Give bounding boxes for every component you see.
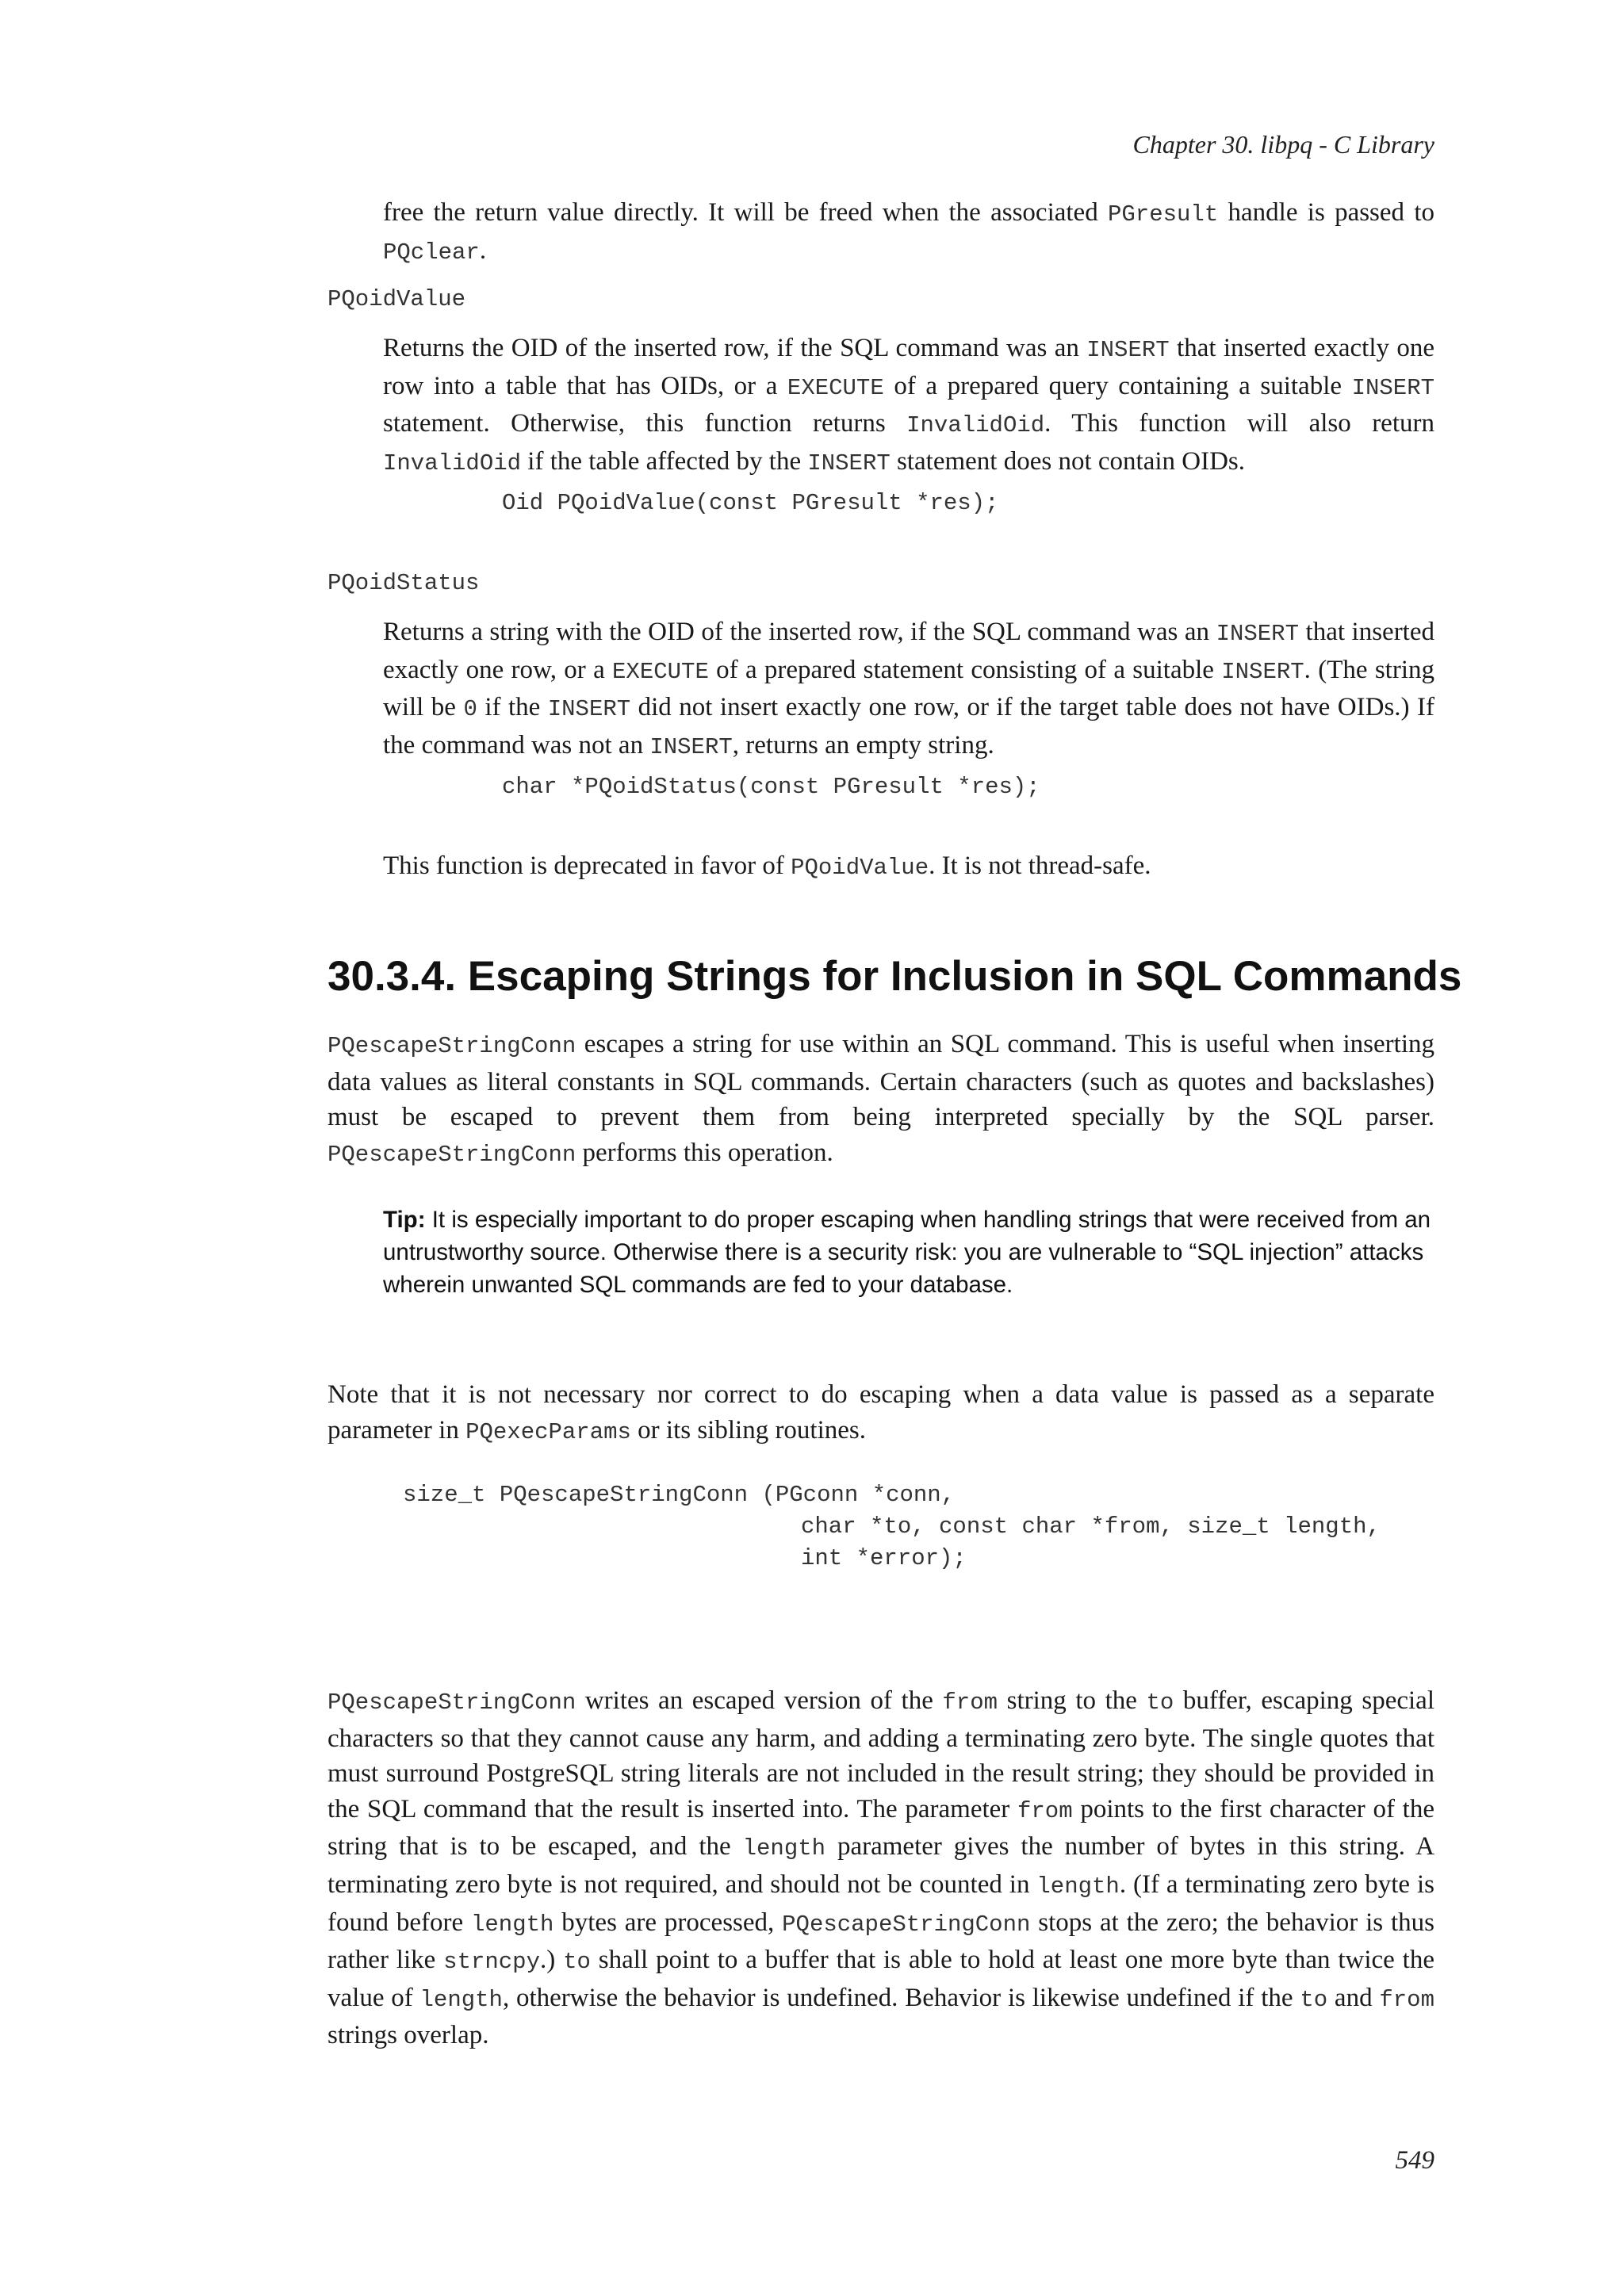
pqoidstatus-description (383, 614, 1434, 765)
text-run: Note that it is not necessary nor correct to do escaping when a data value is passed as a separate parameter in (327, 1380, 1434, 1445)
details-paragraph (327, 1683, 1434, 2053)
page-number: 549 (1395, 2146, 1434, 2175)
code-insert: INSERT (1221, 658, 1304, 685)
text-run: string to the (998, 1686, 1147, 1715)
code-insert: INSERT (547, 696, 631, 723)
text-run: and (1327, 1983, 1380, 2012)
code-insert: INSERT (1216, 621, 1299, 647)
code-strncpy: strncpy (443, 1949, 540, 1976)
text-run: of a prepared query containing a suitable (883, 371, 1352, 400)
code-pqescapestringconn: PQescapeStringConn (327, 1689, 576, 1716)
section-intro-paragraph (327, 1027, 1434, 1173)
text-run: .) (540, 1946, 564, 1975)
tip-box (383, 1203, 1434, 1301)
code-execute: EXECUTE (787, 374, 884, 401)
text-run: , otherwise the behavior is undefined. Behavior is likewise undefined if the (502, 1983, 1300, 2012)
code-pqexecparams: PQexecParams (465, 1418, 631, 1445)
text-run: of a prepared statement consisting of a suitable (708, 655, 1222, 684)
text-run: writes an escaped version of the (576, 1686, 943, 1715)
code-from: from (1017, 1797, 1073, 1824)
code-to: to (1300, 1986, 1328, 2013)
pqoidvalue-synopsis: Oid PQoidValue(const PGresult *res); (502, 490, 999, 516)
text-run: strings overlap. (327, 2021, 489, 2050)
text-run: parameter gives the number of bytes in this string. A terminating zero byte is not required, and should not be counted in (327, 1832, 1434, 1899)
text-run: escapes a string for use within an SQL command. This is useful when inserting data values as literal constants in SQL commands. Certain characters (such as quotes and backslashes) must be escaped to prevent them from being interpreted specially by the SQL parser. (327, 1030, 1434, 1132)
code-length: length (1036, 1873, 1120, 1900)
code-pqoidvalue: PQoidValue (791, 855, 929, 881)
code-insert: INSERT (807, 450, 891, 476)
text-run: . (479, 235, 487, 265)
code-pqescapestringconn: PQescapeStringConn (327, 1033, 576, 1059)
pqoidvalue-description (383, 331, 1434, 481)
code-insert: INSERT (1086, 337, 1170, 363)
text-run: stops at the zero; the behavior is thus rather like (327, 1908, 1434, 1975)
text-run: , returns an empty string. (732, 730, 994, 760)
code-to: to (1146, 1689, 1174, 1716)
text-run: handle is passed to (1218, 198, 1434, 227)
text-run: . It is not thread-safe. (929, 851, 1151, 880)
text-run: bytes are processed, (553, 1908, 783, 1937)
synopsis-line-3: int *error); (801, 1545, 967, 1571)
code-zero: 0 (463, 696, 477, 723)
code-to: to (563, 1949, 591, 1976)
tip-label: Tip: (383, 1207, 426, 1233)
text-run: This function is deprecated in favor of (383, 851, 791, 880)
text-run: points to the first character of the string that is to be escaped, and the (327, 1794, 1434, 1862)
text-run: that inserted exactly one row into a table that has OIDs, or a (383, 334, 1434, 400)
code-execute: EXECUTE (612, 658, 709, 685)
text-run: . (The string will be (383, 655, 1434, 722)
text-run: . (If a terminating zero byte is found before (327, 1869, 1435, 1937)
pqoidstatus-synopsis: char *PQoidStatus(const PGresult *res); (502, 774, 1040, 800)
continuation-paragraph (383, 195, 1434, 270)
synopsis-line-1: size_t PQescapeStringConn (PGconn *conn, (403, 1482, 956, 1508)
note-paragraph (327, 1377, 1434, 1450)
text-run: performs this operation. (576, 1138, 833, 1167)
text-run: if the table affected by the (521, 446, 808, 476)
code-from: from (1379, 1986, 1434, 2013)
code-from: from (942, 1689, 998, 1716)
text-run: free the return value directly. It will be freed when the associated (383, 198, 1108, 227)
code-pgresult: PGresult (1108, 201, 1219, 228)
code-pqescapestringconn: PQescapeStringConn (327, 1141, 576, 1168)
text-run: buffer, escaping special characters so that they cannot cause any harm, and adding a terminating zero byte. The single quotes that must surround PostgreSQL string literals are not included in the result string; they should be provided in the SQL command that the result is inserted into. The parameter (327, 1686, 1434, 1823)
text-run: . This function will also return (1044, 409, 1434, 438)
text-run: statement. Otherwise, this function returns (383, 409, 907, 438)
section-heading: 30.3.4. Escaping Strings for Inclusion in SQL Commands (327, 953, 1462, 1000)
code-insert: INSERT (649, 733, 733, 760)
deprecation-note (383, 848, 1434, 886)
text-run: Returns a string with the OID of the inserted row, if the SQL command was an (383, 618, 1216, 646)
text-run: shall point to a buffer that is able to hold at least one more byte than twice the value of (327, 1946, 1434, 2012)
text-run: if the (477, 693, 548, 722)
term-pqoidstatus: PQoidStatus (327, 570, 480, 596)
code-length: length (470, 1911, 554, 1938)
code-invalidoid: InvalidOid (906, 412, 1045, 439)
text-run: or its sibling routines. (630, 1415, 867, 1445)
code-insert: INSERT (1351, 374, 1435, 401)
running-header: Chapter 30. libpq - C Library (1132, 130, 1434, 159)
code-pqclear: PQclear (383, 239, 480, 266)
code-length: length (419, 1986, 503, 2013)
synopsis-line-2: char *to, const char *from, size_t length, (801, 1513, 1381, 1540)
tip-text: It is especially important to do proper escaping when handling strings that were received from an untrustworthy source. Otherwise there is a security risk: you are vulnerable to “SQL injection” attacks wherein unwanted SQL commands are fed to your database. (383, 1207, 1431, 1298)
code-invalidoid: InvalidOid (383, 450, 522, 476)
text-run: statement does not contain OIDs. (890, 446, 1246, 476)
term-pqoidvalue: PQoidValue (327, 286, 466, 312)
text-run: did not insert exactly one row, or if the target table does not have OIDs.) If the command was not an (383, 693, 1434, 760)
text-run: Returns the OID of the inserted row, if the SQL command was an (383, 334, 1087, 362)
text-run: that inserted exactly one row, or a (383, 618, 1435, 684)
code-length: length (742, 1835, 826, 1862)
code-pqescapestringconn: PQescapeStringConn (782, 1911, 1031, 1938)
